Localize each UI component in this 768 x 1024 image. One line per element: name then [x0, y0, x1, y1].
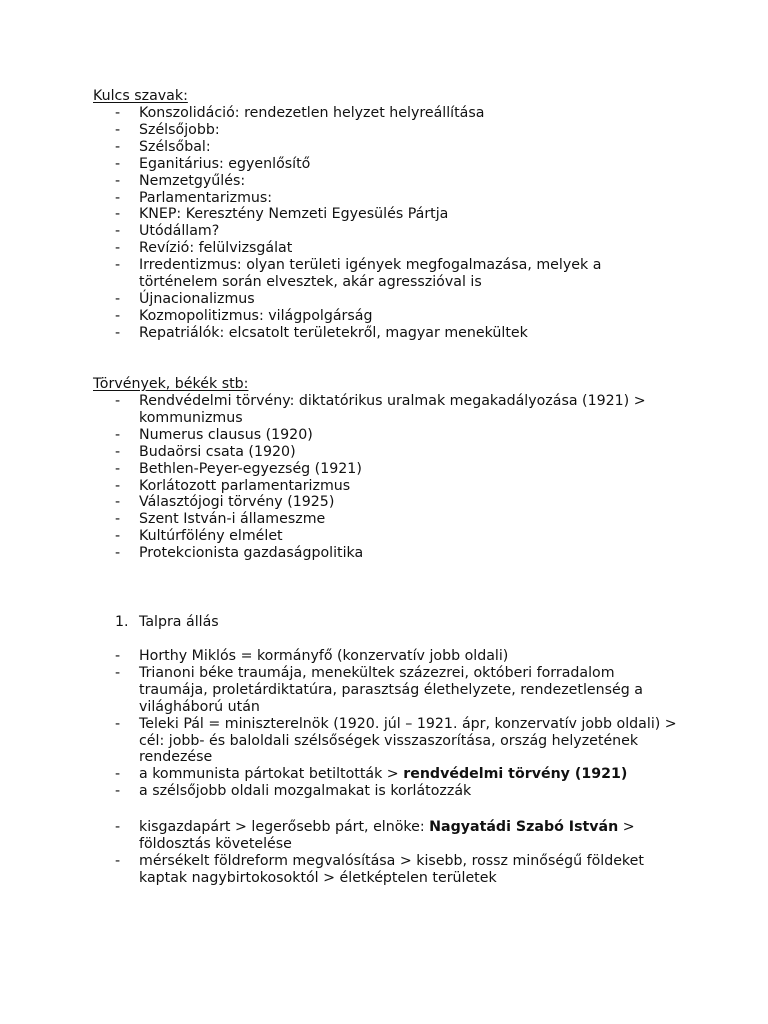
list-item: - Protekcionista gazdaságpolitika [115, 545, 364, 562]
kisgazda-list [93, 819, 683, 887]
list-item: - Újnacionalizmus [115, 290, 255, 307]
list-item: - Budaörsi csata (1920) [115, 443, 296, 460]
heading-number: 1. [115, 614, 129, 630]
list-item: - Irredentizmus: olyan területi igények megfogalmazása, melyek a történelem során elvesztek, akár agresszióval is [115, 257, 602, 291]
list-item: - Horthy Miklós = kormányfő (konzervatív jobb oldali) [115, 648, 509, 664]
bold-person-name: Nagyatádi Szabó István [429, 819, 619, 835]
list-item: - Rendvédelmi törvény: diktatórikus uralmak megakadályozása (1921) > kommunizmus [115, 393, 646, 426]
heading-kulcs-szavak: Kulcs szavak: [93, 88, 188, 104]
talpra-allas-list [93, 648, 683, 800]
list-item: - a szélsőjobb oldali mozgalmakat is korlátozzák [115, 783, 472, 800]
list-item: - Kozmopolitizmus: világpolgárság [115, 307, 373, 324]
list-item: - Repatriálók: elcsatolt területekről, magyar menekültek [115, 324, 528, 341]
list-item: - Utódállam? [115, 223, 220, 240]
list-item: - Szélsőjobb: [115, 121, 220, 138]
list-item: - Parlamentarizmus: [115, 189, 273, 206]
list-item: - Numerus clausus (1920) [115, 426, 313, 443]
list-item: - Nemzetgyűlés: [115, 172, 246, 189]
list-item: - KNEP: Keresztény Nemzeti Egyesülés Pártja [115, 206, 449, 223]
list-item: - mérsékelt földreform megvalósítása > kisebb, rossz minőségű földeket kaptak nagybirtokosoktól > életképtelen területek [115, 852, 644, 886]
bold-law-name: rendvédelmi törvény (1921) [403, 766, 628, 783]
list-item: - Bethlen-Peyer-egyezség (1921) [115, 460, 362, 477]
list-item: - Szent István-i állameszme [115, 511, 326, 528]
list-item: - Konszolidáció: rendezetlen helyzet helyreállítása [115, 105, 485, 121]
list-item: - Korlátozott parlamentarizmus [115, 477, 351, 494]
list-item: - Revízió: felülvizsgálat [115, 240, 293, 257]
list-item: - Trianoni béke traumája, menekültek százezrei, októberi forradalom traumája, proletárdiktatúra, parasztság élethelyzete, rendezetlenség a világháború után [115, 664, 643, 715]
heading-title: Talpra állás [139, 614, 219, 630]
list-item: - Eganitárius: egyenlősítő [115, 155, 311, 172]
list-item: - Teleki Pál = miniszterelnök (1920. júl – 1921. ápr, konzervatív jobb oldali) > cél: jobb- és baloldali szélsőségek visszaszorítása, ország helyzetének rendezése [115, 715, 677, 766]
list-item: - Kultúrfölény elmélet [115, 528, 283, 545]
keyword-list [93, 105, 683, 342]
heading-torvenyek: Törvények, békék stb: [93, 376, 249, 392]
list-item: - a kommunista pártokat betiltották > rendvédelmi törvény (1921) [115, 766, 628, 783]
list-item: - kisgazdapárt > legerősebb párt, elnöke: Nagyatádi Szabó István > földosztás követelése [115, 819, 635, 852]
laws-list [93, 393, 683, 562]
list-item: - Választójogi törvény (1925) [115, 494, 335, 511]
list-item: - Szélsőbal: [115, 138, 211, 155]
